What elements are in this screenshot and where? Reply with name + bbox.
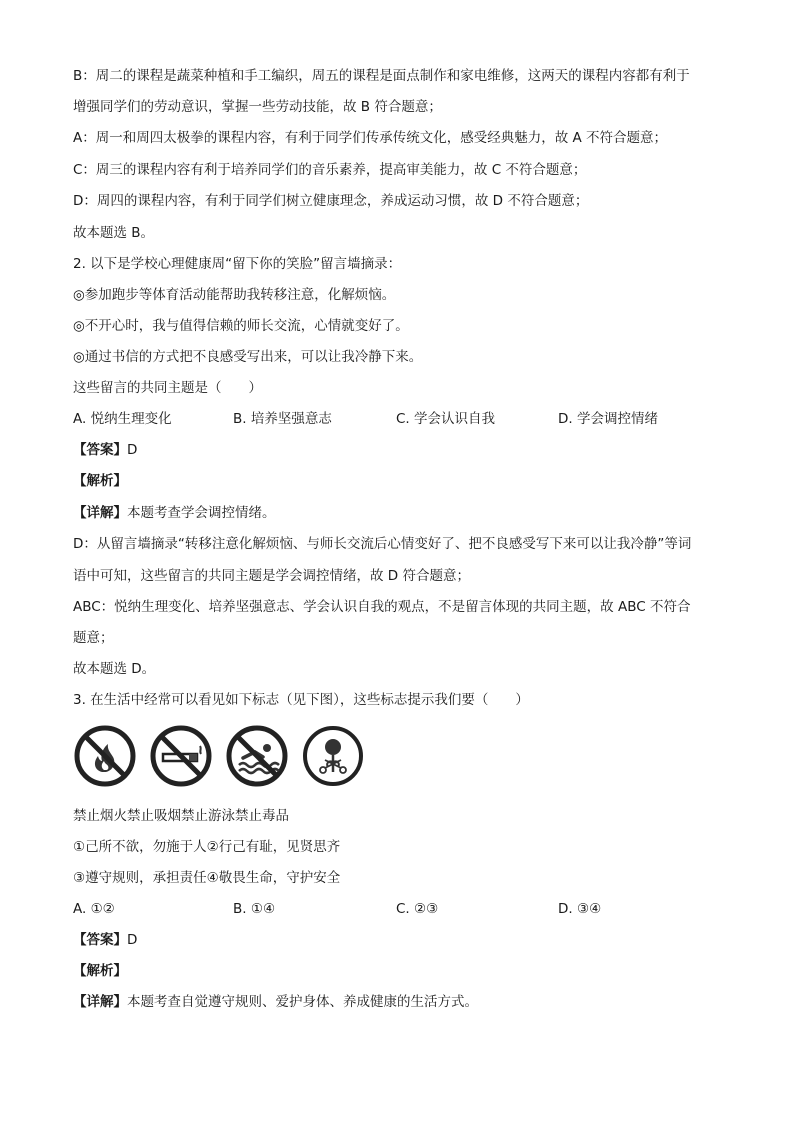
- option-c: C. 学会认识自我: [396, 411, 496, 427]
- message-item: ◎不开心时，我与值得信赖的师长交流，心情就变好了。: [73, 318, 409, 334]
- answer-value: D: [127, 442, 138, 458]
- conclusion-line: 故本题选 D。: [73, 661, 156, 677]
- text-line: B：周二的课程是蔬菜种植和手工编织，周五的课程是面点制作和家电维修，这两天的课程内容都有利于: [73, 68, 690, 84]
- answer-tag: 【答案】: [73, 932, 127, 948]
- option-a: A. ①②: [73, 901, 115, 917]
- detail-tag: 【详解】: [73, 994, 127, 1010]
- message-item: ◎通过书信的方式把不良感受写出来，可以让我冷静下来。: [73, 349, 423, 365]
- question-2-options: [73, 409, 723, 429]
- option-a: A. 悦纳生理变化: [73, 411, 172, 427]
- question-3-stem: 3. 在生活中经常可以看见如下标志（见下图），这些标志提示我们要（ ）: [73, 692, 529, 708]
- message-item: ◎参加跑步等体育活动能帮助我转移注意，化解烦恼。: [73, 287, 396, 303]
- statement-line: ③遵守规则，承担责任④敬畏生命，守护安全: [73, 870, 341, 886]
- option-b: B. 培养坚强意志: [233, 411, 332, 427]
- question-2-ask: 这些留言的共同主题是（ ）: [73, 380, 262, 396]
- no-drugs-icon: [301, 724, 365, 788]
- detail-text: 本题考查自觉遵守规则、爱护身体、养成健康的生活方式。: [127, 994, 478, 1010]
- option-b: B. ①④: [233, 901, 276, 917]
- answer-line: [73, 440, 723, 460]
- option-d: D. ③④: [558, 901, 602, 917]
- no-fire-icon: [73, 724, 137, 788]
- analysis-tag: 【解析】: [73, 473, 127, 489]
- explanation-line: 题意；: [73, 630, 114, 646]
- explanation-line: D：从留言墙摘录“转移注意化解烦恼、与师长交流后心情变好了、把不良感受写下来可以让我冷静”等词: [73, 536, 692, 552]
- warning-signs: [73, 724, 373, 796]
- answer-line: [73, 930, 723, 950]
- detail-tag: 【详解】: [73, 505, 127, 521]
- option-c: C. ②③: [396, 901, 439, 917]
- no-swimming-icon: [225, 724, 289, 788]
- detail-text: 本题考查学会调控情绪。: [127, 505, 276, 521]
- text-line: A：周一和周四太极拳的课程内容，有利于同学们传承传统文化，感受经典魅力，故 A 不符合题意；: [73, 130, 668, 146]
- text-line: D：周四的课程内容，有利于同学们树立健康理念，养成运动习惯，故 D 不符合题意；: [73, 193, 589, 209]
- explanation-line: ABC：悦纳生理变化、培养坚强意志、学会认识自我的观点，不是留言体现的共同主题，故 ABC 不符合: [73, 599, 691, 615]
- conclusion-line: 故本题选 B。: [73, 225, 155, 241]
- statement-line: ①己所不欲，勿施于人②行己有耻，见贤思齐: [73, 839, 341, 855]
- question-3-options: [73, 899, 723, 919]
- signs-caption: 禁止烟火禁止吸烟禁止游泳禁止毒品: [73, 808, 289, 824]
- no-smoking-icon: [149, 724, 213, 788]
- detail-line: [73, 992, 723, 1012]
- question-2-stem: 2. 以下是学校心理健康周“留下你的笑脸”留言墙摘录：: [73, 256, 402, 272]
- answer-value: D: [127, 932, 138, 948]
- option-d: D. 学会调控情绪: [558, 411, 658, 427]
- analysis-tag: 【解析】: [73, 963, 127, 979]
- answer-tag: 【答案】: [73, 442, 127, 458]
- text-line: C：周三的课程内容有利于培养同学们的音乐素养，提高审美能力，故 C 不符合题意；: [73, 162, 587, 178]
- explanation-line: 语中可知，这些留言的共同主题是学会调控情绪，故 D 符合题意；: [73, 568, 470, 584]
- detail-line: [73, 503, 723, 523]
- text-line: 增强同学们的劳动意识，掌握一些劳动技能，故 B 符合题意；: [73, 99, 442, 115]
